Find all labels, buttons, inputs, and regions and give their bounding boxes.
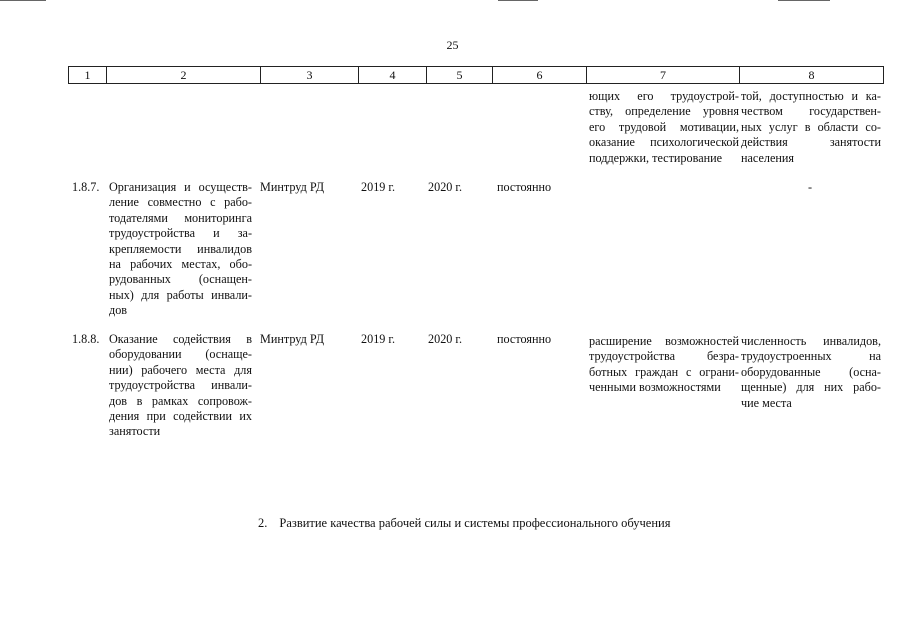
- text-line: ных услуг в области со-: [741, 119, 881, 134]
- text-line: чие места: [741, 395, 792, 410]
- row-description: [109, 332, 252, 440]
- text-line: оборудовании (оснаще-: [109, 347, 252, 362]
- text-line: крепляемости инвалидов: [109, 241, 252, 256]
- text-line: трудоустроенных на: [741, 349, 881, 364]
- text-line: нии) рабочего места для: [109, 362, 252, 377]
- column-number: 4: [359, 67, 427, 84]
- column-number: 3: [261, 67, 359, 84]
- row-result: [589, 334, 739, 396]
- text-line: рудованных (оснащен-: [109, 272, 252, 287]
- text-line: ление совместно с рабо-: [109, 195, 252, 210]
- column-number-header: [68, 66, 884, 84]
- row-frequency: постоянно: [497, 332, 552, 346]
- scan-edge-line: [0, 0, 46, 1]
- text-line: дов в рамках сопровож-: [109, 393, 252, 408]
- text-line: Оказание содействия в: [109, 332, 252, 346]
- row-number: 1.8.8.: [72, 332, 100, 346]
- section-number: 2.: [258, 516, 268, 530]
- text-line: оборудованные (осна-: [741, 364, 881, 379]
- column-number: 6: [493, 67, 587, 84]
- text-line: чеством государствен-: [741, 104, 881, 119]
- continued-result-cell: [589, 89, 739, 166]
- text-line: дения при содействии их: [109, 409, 252, 424]
- page-number: 25: [446, 38, 459, 52]
- text-line: Организация и осуществ-: [109, 180, 252, 194]
- row-description: [109, 180, 252, 319]
- text-line: тодателями мониторинга: [109, 210, 252, 225]
- row-indicator: -: [808, 180, 813, 194]
- row-end-year: 2020 г.: [428, 180, 463, 194]
- row-frequency: постоянно: [497, 180, 552, 194]
- text-line: щенные) для них рабо-: [741, 380, 881, 395]
- text-line: населения: [741, 150, 795, 165]
- text-line: поддержки, тестирование: [589, 150, 723, 165]
- column-number: 5: [427, 67, 493, 84]
- text-line: той, доступностью и ка-: [741, 89, 881, 103]
- column-number: 7: [587, 67, 740, 84]
- scan-edge-line: [778, 0, 830, 1]
- column-number: 2: [107, 67, 261, 84]
- text-line: численность инвалидов,: [741, 334, 881, 348]
- text-line: ботных граждан с ограни-: [589, 364, 739, 379]
- row-number: 1.8.7.: [72, 180, 100, 194]
- text-line: расширение возможностей: [589, 334, 739, 348]
- section-heading: [258, 516, 670, 531]
- text-line: трудоустройства и за-: [109, 226, 252, 241]
- text-line: ющих его трудоустрой-: [589, 89, 739, 103]
- text-line: ченными возможностями: [589, 380, 721, 395]
- row-executor: Минтруд РД: [260, 180, 325, 194]
- column-number: 1: [69, 67, 107, 84]
- row-start-year: 2019 г.: [361, 332, 396, 346]
- section-title: Развитие качества рабочей силы и системы профессионального обучения: [279, 516, 671, 530]
- text-line: ству, определение уровня: [589, 104, 739, 119]
- row-indicator: [741, 334, 881, 411]
- text-line: ных) для работы инвали-: [109, 287, 252, 302]
- row-end-year: 2020 г.: [428, 332, 463, 346]
- text-line: его трудовой мотивации,: [589, 119, 739, 134]
- continued-indicator-cell: [741, 89, 881, 166]
- scan-edge-line: [498, 0, 538, 1]
- row-executor: Минтруд РД: [260, 332, 325, 346]
- text-line: трудоустройства безра-: [589, 349, 739, 364]
- text-line: дов: [109, 303, 128, 318]
- text-line: трудоустройства инвали-: [109, 378, 252, 393]
- row-start-year: 2019 г.: [361, 180, 396, 194]
- text-line: оказание психологической: [589, 135, 739, 150]
- text-line: на рабочих местах, обо-: [109, 257, 252, 272]
- text-line: действия занятости: [741, 135, 881, 150]
- text-line: занятости: [109, 424, 161, 439]
- column-number: 8: [740, 67, 884, 84]
